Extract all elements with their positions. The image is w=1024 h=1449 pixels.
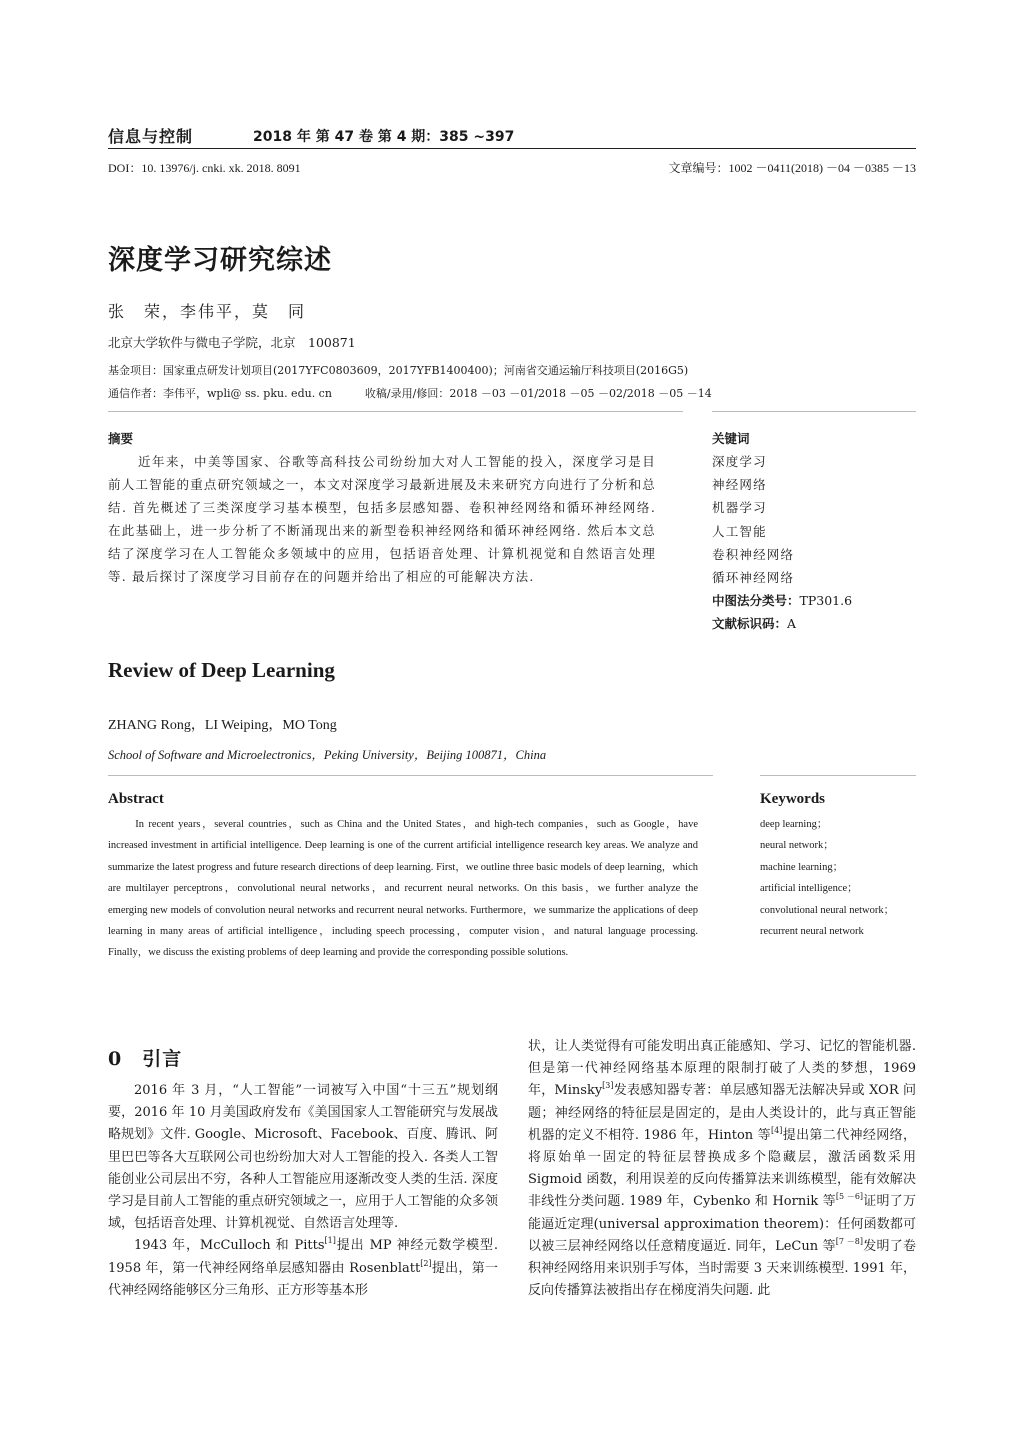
paper-title-en: Review of Deep Learning: [108, 658, 335, 682]
abstract-zh-text: 近年来，中美等国家、谷歌等高科技公司纷纷加大对人工智能的投入，深度学习是目前人工智能的重点研究领域之一，本文对深度学习最新进展及未来研究方向进行了分析和总结. 首先概述了三类深度学习基本模型，包括多层感知器、卷积神经网络和循环神经网络. 在此基础上，进一步分析了不断涌现出来的新型卷积神经网络和循环神经网络. 然后本文总结了深度学习在人工智能众多领域中的应用，包括语音处理、计算机视觉和自然语言处理等. 最后探讨了深度学习目前存在的问题并给出了相应的可能解决方法.: [108, 454, 657, 584]
header-rule: [108, 148, 916, 149]
clc-value: TP301.6: [799, 593, 853, 609]
abstract-en-label: Abstract: [108, 791, 164, 807]
citation-ref: [2]: [420, 1258, 432, 1268]
citation-ref: [5 －6]: [835, 1192, 864, 1202]
intro-paragraph-continued: [528, 1036, 916, 1302]
keyword-en: convolutional neural network；: [760, 904, 895, 916]
section-heading-intro: 0 引言: [108, 1048, 183, 1070]
doc-value: A: [787, 616, 797, 632]
citation-ref: [1]: [324, 1236, 336, 1246]
intro-right-column: [528, 1036, 916, 1302]
intro-p2-part-c: 提出，第一代神经网络能够区分三角形、正方形等基本形: [108, 1260, 498, 1298]
clc-label: 中图法分类号：: [712, 593, 800, 609]
citation-ref: [3]: [602, 1081, 614, 1091]
keyword-en: deep learning；: [760, 819, 828, 830]
article-number: 文章编号：1002 －0411(2018) －04 －0385 －13: [668, 161, 916, 175]
intro-p2-part-a: 1943 年，McCulloch 和 Pitts: [134, 1238, 325, 1254]
keyword-zh: 深度学习: [712, 454, 767, 469]
funding-note: 基金项目：国家重点研发计划项目(2017YFC0803609，2017YFB1400400)；河南省交通运输厅科技项目(2016G5): [108, 364, 689, 377]
abstract-en-text: In recent years，several countries，such as China and the United States，and high-tech companies，such as Google，have increased investment in artificial intelligence. Deep learning is one of the current artificial intelligence research key areas. We analyze and summarize the latest progress and future research directions of deep learning. First，we outline three basic models of deep learning，which are multilayer perceptrons，convolutional neural networks，and recurrent neural networks. On this basis，we further analyze the emerging new models of convolution neural networks and recurrent neural networks. Furthermore，we summarize the applications of deep learning in many areas of artificial intelligence，including speech processing，computer vision，and natural language processing. Finally，we discuss the existing problems of deep learning and provide the corresponding possible solutions.: [108, 819, 698, 959]
clc-number: [712, 589, 852, 612]
doc-label: 文献标识码：: [712, 616, 788, 632]
paper-title-zh: 深度学习研究综述: [108, 245, 332, 276]
intro-right-part-a: 状，让人类觉得有可能发明出真正能感知、学习、记忆的智能机器. 但是第一代神经网络基本原理的限制打破了人类的梦想，1969 年，Minsky: [528, 1039, 916, 1099]
keywords-zh-label: 关键词: [712, 431, 750, 446]
authors-en: ZHANG Rong，LI Weiping，MO Tong: [108, 718, 337, 733]
abstract-rule-right: [712, 411, 916, 412]
keyword-en: machine learning；: [760, 861, 844, 873]
intro-left-column: [108, 1080, 498, 1302]
citation-ref: [4]: [771, 1125, 783, 1135]
keyword-zh: 循环神经网络: [712, 570, 795, 586]
intro-right-part-d: 证明了万能逼近定理(universal approximation theorem)：任何函数都可以被三层神经网络以任意精度逼近. 同年，LeCun 等: [528, 1194, 916, 1254]
keywords-zh-list: [712, 450, 852, 636]
keyword-zh: 卷积神经网络: [712, 546, 795, 562]
intro-paragraph-2: [108, 1235, 498, 1302]
intro-paragraph-1: 2016 年 3 月，“人工智能”一词被写入中国“十三五”规划纲要，2016 年 10 月美国政府发布《美国国家人工智能研究与发展战略规划》文件. Google、Microsoft、Facebook、百度、腾讯、阿里巴巴等各大互联网公司也纷纷加大对人工智能的投入. 各类人工智能创业公司层出不穷，各种人工智能应用逐渐改变人类的生活. 深度学习是目前人工智能的重点研究领域之一，应用于人工智能的众多领域，包括语音处理、计算机视觉、自然语言处理等.: [108, 1083, 499, 1232]
keywords-en-list: [760, 814, 894, 942]
abstract-en-rule-right: [760, 775, 916, 776]
citation-ref: [7 －8]: [835, 1236, 863, 1246]
keyword-zh: 机器学习: [712, 500, 767, 516]
keywords-en-label: Keywords: [760, 791, 825, 807]
abstract-en-rule-left: [108, 775, 713, 776]
intro-right-part-e: 发明了卷积神经网络用来识别手写体，当时需要 3 天来训练模型. 1991 年，反向传播算法被指出存在梯度消失问题. 此: [528, 1238, 916, 1299]
affiliation-zh: 北京大学软件与微电子学院，北京 100871: [108, 335, 356, 350]
keyword-zh: 神经网络: [712, 477, 767, 493]
document-code: [712, 612, 852, 635]
authors-zh: 张 荣，李伟平，莫 同: [108, 302, 307, 321]
intro-p2-part-b: 提出 MP 神经元数学模型. 1958 年，第一代神经网络单层感知器由 Rosenblatt: [108, 1238, 498, 1276]
intro-right-part-c: 提出第二代神经网络，将原始单一固定的特征层替换成多个隐藏层，激活函数采用 Sigmoid 函数，利用误差的反向传播算法来训练模型，能有效解决非线性分类问题. 1989 年，Cybenko 和 Hornik 等: [528, 1127, 916, 1210]
keyword-zh: 人工智能: [712, 523, 767, 539]
doi: DOI：10. 13976/j. cnki. xk. 2018. 8091: [108, 161, 301, 175]
abstract-rule-left: [108, 411, 683, 412]
keyword-en: artificial intelligence；: [760, 883, 858, 895]
affiliation-en: School of Software and Microelectronics，Peking University，Beijing 100871，China: [108, 748, 547, 762]
keyword-en: recurrent neural network: [760, 926, 864, 938]
journal-name: 信息与控制: [108, 127, 194, 146]
corresponding-author: 通信作者：李伟平，wpli@ ss. pku. edu. cn 收稿/录用/修回：2018 －03 －01/2018 －05 －02/2018 －05 －14: [108, 387, 712, 400]
keyword-en: neural network；: [760, 840, 834, 852]
issue-info: 2018 年 第 47 卷 第 4 期：385 ~397: [253, 129, 515, 145]
intro-right-part-b: 发表感知器专著：单层感知器无法解决异或 XOR 问题；神经网络的特征层是固定的，是由人类设计的，此与真正智能机器的定义不相符. 1986 年，Hinton 等: [528, 1083, 916, 1143]
abstract-zh-label: 摘要: [108, 431, 134, 446]
